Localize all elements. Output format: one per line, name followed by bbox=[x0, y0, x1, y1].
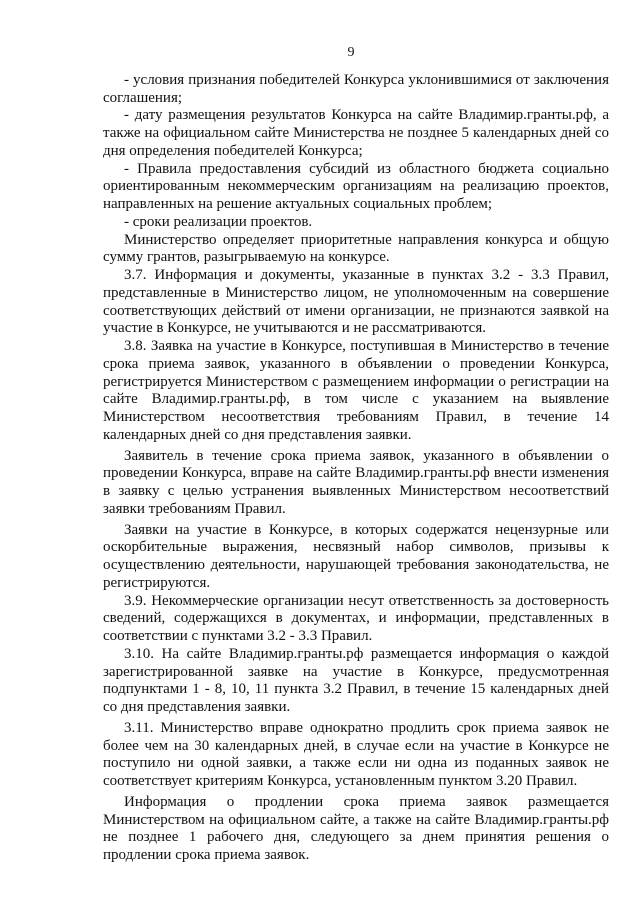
paragraph: Заявки на участие в Конкурсе, в которых содержатся нецензурные или оскорбительные выражения, несвязный набор символов, призывы к осуществлению деятельности, нарушающей требования законодательства, не регистрируются. bbox=[103, 521, 609, 591]
paragraph: 3.9. Некоммерческие организации несут ответственность за достоверность сведений, содержащихся в документах, и информации, представленных в соответствии с пунктами 3.2 - 3.3 Правил. bbox=[103, 592, 609, 644]
paragraph: - дату размещения результатов Конкурса на сайте Владимир.гранты.рф, а также на официальном сайте Министерства не позднее 5 календарных дней со дня определения победителей Конкурса; bbox=[103, 107, 609, 159]
paragraph: 3.8. Заявка на участие в Конкурсе, поступившая в Министерство в течение срока приема заявок, указанного в объявлении о проведении Конкурса, регистрируется Министерством с размещением информации о регистрации на сайте Владимир.гранты.рф, в том числе с указанием на выявление Министерством несоответствия требованиям Правил, в течение 14 календарных дней со дня представления заявки. bbox=[103, 338, 609, 443]
paragraph: - условия признания победителей Конкурса уклонившимися от заключения соглашения; bbox=[103, 71, 609, 106]
paragraph: Информация о продлении срока приема заявок размещается Министерством на официальном сайте, а также на сайте Владимир.гранты.рф не позднее 1 рабочего дня, следующего за днем принятия решения о продлении срока приема заявок. bbox=[103, 793, 609, 863]
paragraph: 3.10. На сайте Владимир.гранты.рф размещается информация о каждой зарегистрированной заявке на участие в Конкурсе, предусмотренная подпунктами 1 - 8, 10, 11 пункта 3.2 Правил, в течение 15 календарных дней со дня представления заявки. bbox=[103, 645, 609, 715]
paragraph: Министерство определяет приоритетные направления конкурса и общую сумму грантов, разыгрываемую на конкурсе. bbox=[103, 231, 609, 266]
paragraph: - сроки реализации проектов. bbox=[124, 213, 313, 230]
paragraph: Заявитель в течение срока приема заявок, указанного в объявлении о проведении Конкурса, вправе на сайте Владимир.гранты.рф внести изменения в заявку с целью устранения выявленных Министерством несоответствий заявки требованиям Правил. bbox=[103, 447, 609, 517]
paragraph: 3.7. Информация и документы, указанные в пунктах 3.2 - 3.3 Правил, представленные в Министерство лицом, не уполномоченным на совершение соответствующих действий от имени организации, не признаются заявкой на участие в Конкурсе, не учитываются и не рассматриваются. bbox=[103, 267, 609, 337]
paragraph: 3.11. Министерство вправе однократно продлить срок приема заявок не более чем на 30 календарных дней, в случае если на участие в Конкурсе не поступило ни одной заявки, а также если ни одна из поданных заявок не соответствует критериям Конкурса, установленным пунктом 3.20 Правил. bbox=[103, 719, 609, 789]
paragraph: - Правила предоставления субсидий из областного бюджета социально ориентированным некоммерческим организациям на реализацию проектов, направленных на решение актуальных социальных проблем; bbox=[103, 160, 609, 212]
page-number: 9 bbox=[347, 45, 355, 60]
